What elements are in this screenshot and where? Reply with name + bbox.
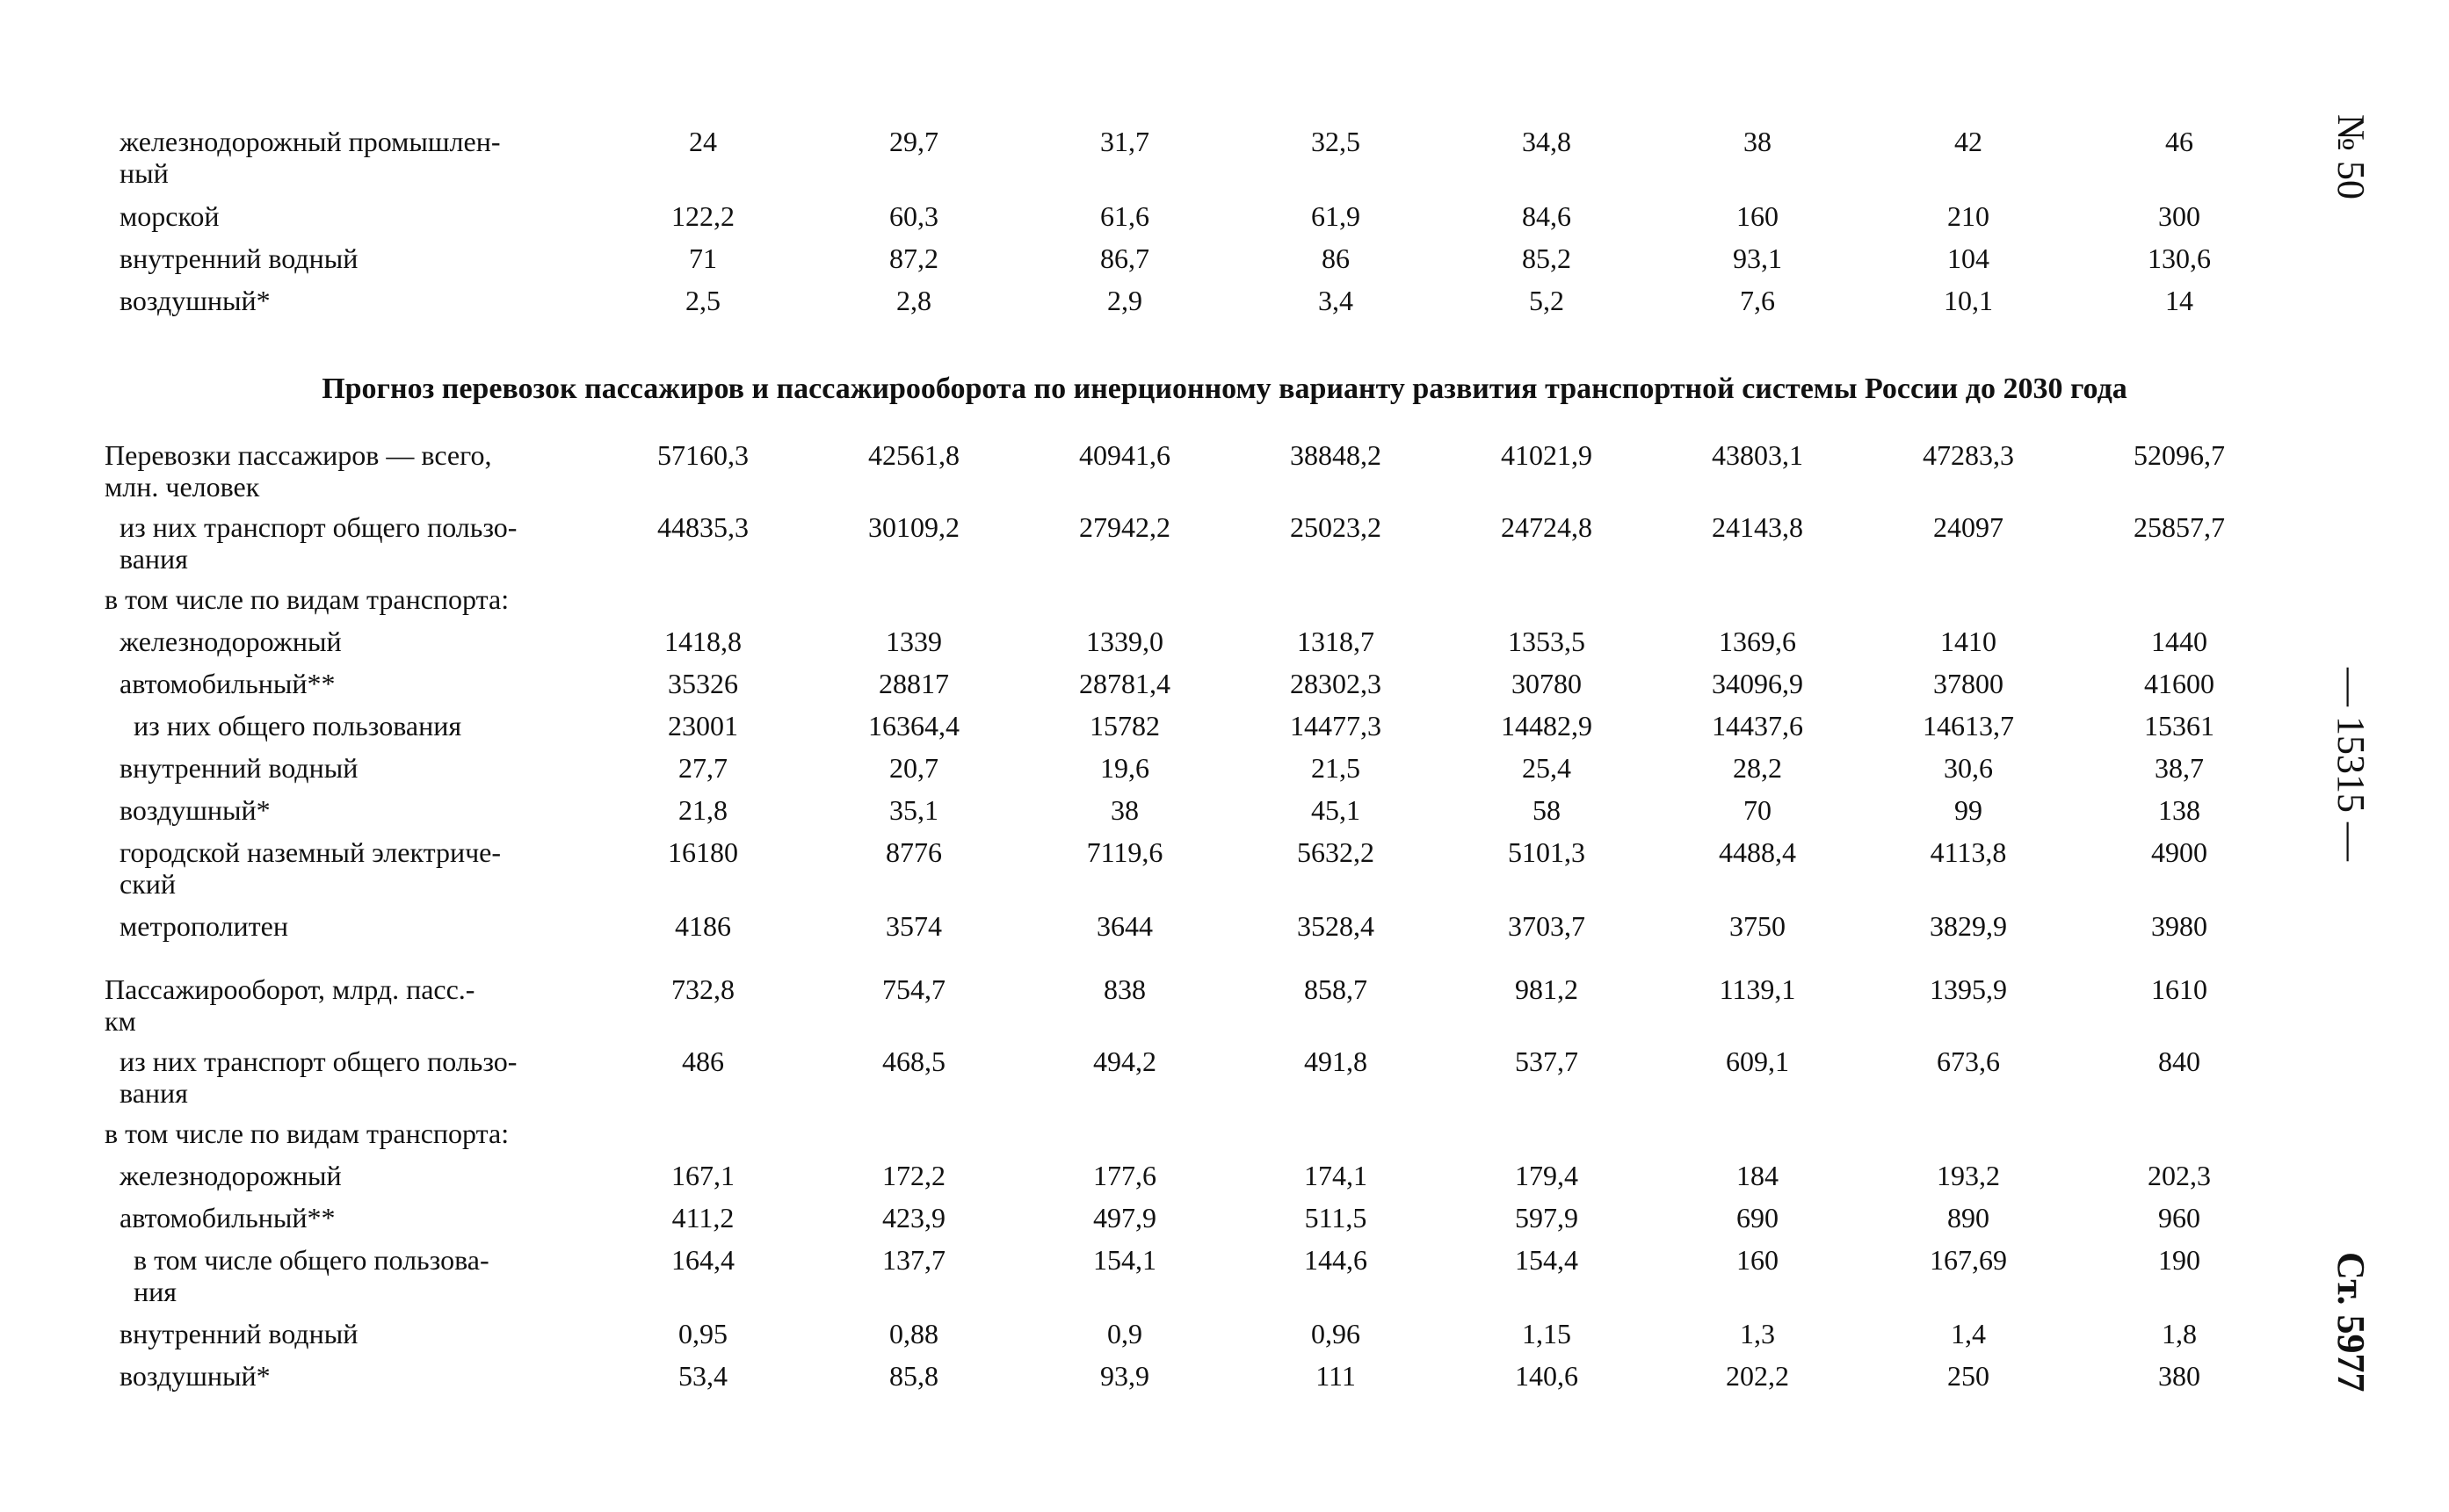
value-cell: 30109,2 (868, 511, 960, 543)
row-label: из них общего пользования (134, 710, 462, 742)
value-cell: 57160,3 (657, 439, 749, 471)
value-cell: 44835,3 (657, 511, 749, 543)
value-cell: 53,4 (678, 1360, 728, 1392)
value-cell: 179,4 (1515, 1160, 1578, 1191)
row-label: внутренний водный (120, 1318, 359, 1349)
value-cell: 28817 (879, 668, 949, 699)
value-cell: 85,2 (1522, 242, 1571, 274)
value-cell: 960 (2158, 1202, 2200, 1233)
value-cell: 71 (689, 242, 717, 274)
value-cell: 15782 (1090, 710, 1160, 742)
value-cell: 14482,9 (1501, 710, 1592, 742)
row-label: метрополитен (120, 910, 288, 942)
row-label: железнодорожный (120, 626, 342, 657)
value-cell: 45,1 (1311, 794, 1360, 826)
value-cell: 137,7 (882, 1244, 946, 1276)
value-cell: 1339 (886, 626, 942, 657)
value-cell: 130,6 (2148, 242, 2211, 274)
value-cell: 61,6 (1100, 200, 1149, 232)
value-cell: 32,5 (1311, 126, 1360, 157)
value-cell: 1318,7 (1297, 626, 1374, 657)
value-cell: 981,2 (1515, 973, 1578, 1005)
value-cell: 167,1 (671, 1160, 735, 1191)
value-cell: 24 (689, 126, 717, 157)
value-cell: 42561,8 (868, 439, 960, 471)
value-cell: 60,3 (889, 200, 938, 232)
value-cell: 494,2 (1093, 1045, 1156, 1077)
value-cell: 38 (1111, 794, 1139, 826)
value-cell: 2,5 (685, 285, 721, 316)
value-cell: 27,7 (678, 752, 728, 784)
value-cell: 93,9 (1100, 1360, 1149, 1392)
value-cell: 1410 (1940, 626, 1996, 657)
value-cell: 7,6 (1740, 285, 1775, 316)
value-cell: 2,9 (1107, 285, 1142, 316)
value-cell: 3528,4 (1297, 910, 1374, 942)
value-cell: 0,88 (889, 1318, 938, 1349)
value-cell: 41021,9 (1501, 439, 1592, 471)
value-cell: 609,1 (1726, 1045, 1789, 1077)
value-cell: 122,2 (671, 200, 735, 232)
value-cell: 3574 (886, 910, 942, 942)
value-cell: 35,1 (889, 794, 938, 826)
value-cell: 491,8 (1304, 1045, 1367, 1077)
value-cell: 40941,6 (1079, 439, 1170, 471)
value-cell: 25,4 (1522, 752, 1571, 784)
value-cell: 172,2 (882, 1160, 946, 1191)
value-cell: 28781,4 (1079, 668, 1170, 699)
value-cell: 154,4 (1515, 1244, 1578, 1276)
value-cell: 14477,3 (1290, 710, 1381, 742)
value-cell: 24097 (1933, 511, 2003, 543)
value-cell: 93,1 (1733, 242, 1782, 274)
value-cell: 70 (1743, 794, 1772, 826)
value-cell: 34,8 (1522, 126, 1571, 157)
value-cell: 85,8 (889, 1360, 938, 1392)
value-cell: 1,8 (2162, 1318, 2197, 1349)
value-cell: 31,7 (1100, 126, 1149, 157)
value-cell: 0,96 (1311, 1318, 1360, 1349)
value-cell: 537,7 (1515, 1045, 1578, 1077)
row-label: воздушный* (120, 285, 271, 316)
value-cell: 20,7 (889, 752, 938, 784)
value-cell: 86 (1322, 242, 1350, 274)
value-cell: 10,1 (1944, 285, 1993, 316)
value-cell: 25857,7 (2134, 511, 2225, 543)
value-cell: 754,7 (882, 973, 946, 1005)
value-cell: 673,6 (1937, 1045, 2000, 1077)
row-label: автомобильный** (120, 668, 336, 699)
value-cell: 111 (1315, 1360, 1356, 1392)
value-cell: 300 (2158, 200, 2200, 232)
value-cell: 167,69 (1930, 1244, 2007, 1276)
value-cell: 1440 (2151, 626, 2207, 657)
value-cell: 3644 (1097, 910, 1153, 942)
value-cell: 4488,4 (1719, 836, 1796, 868)
value-cell: 154,1 (1093, 1244, 1156, 1276)
document-number: — 15315 — (2329, 668, 2373, 861)
value-cell: 468,5 (882, 1045, 946, 1077)
value-cell: 5,2 (1529, 285, 1564, 316)
value-cell: 4186 (675, 910, 731, 942)
value-cell: 16180 (668, 836, 738, 868)
row-label: Пассажирооборот, млрд. пасс.- км (105, 973, 475, 1037)
value-cell: 43803,1 (1712, 439, 1803, 471)
page-number: Ст. 5977 (2329, 1252, 2373, 1393)
value-cell: 160 (1736, 1244, 1779, 1276)
value-cell: 16364,4 (868, 710, 960, 742)
value-cell: 4900 (2151, 836, 2207, 868)
value-cell: 3,4 (1318, 285, 1353, 316)
value-cell: 29,7 (889, 126, 938, 157)
issue-number: № 50 (2329, 114, 2373, 199)
value-cell: 732,8 (671, 973, 735, 1005)
value-cell: 1353,5 (1508, 626, 1585, 657)
value-cell: 0,9 (1107, 1318, 1142, 1349)
value-cell: 104 (1947, 242, 1989, 274)
value-cell: 3829,9 (1930, 910, 2007, 942)
value-cell: 38848,2 (1290, 439, 1381, 471)
row-label: воздушный* (120, 794, 271, 826)
row-label: автомобильный** (120, 1202, 336, 1233)
value-cell: 1139,1 (1719, 973, 1796, 1005)
value-cell: 87,2 (889, 242, 938, 274)
value-cell: 174,1 (1304, 1160, 1367, 1191)
value-cell: 14613,7 (1923, 710, 2014, 742)
row-label: Перевозки пассажиров — всего, млн. человек (105, 439, 492, 503)
value-cell: 193,2 (1937, 1160, 2000, 1191)
value-cell: 38 (1743, 126, 1772, 157)
table-title: Прогноз перевозок пассажиров и пассажирооборота по инерционному варианту развития транспортной системы России до 2030 года (322, 373, 2127, 405)
value-cell: 1,4 (1951, 1318, 1986, 1349)
value-cell: 21,5 (1311, 752, 1360, 784)
row-label: внутренний водный (120, 242, 359, 274)
value-cell: 0,95 (678, 1318, 728, 1349)
value-cell: 28,2 (1733, 752, 1782, 784)
value-cell: 3703,7 (1508, 910, 1585, 942)
value-cell: 5632,2 (1297, 836, 1374, 868)
value-cell: 838 (1104, 973, 1146, 1005)
value-cell: 34096,9 (1712, 668, 1803, 699)
value-cell: 140,6 (1515, 1360, 1578, 1392)
value-cell: 35326 (668, 668, 738, 699)
value-cell: 890 (1947, 1202, 1989, 1233)
value-cell: 58 (1532, 794, 1561, 826)
value-cell: 202,2 (1726, 1360, 1789, 1392)
value-cell: 144,6 (1304, 1244, 1367, 1276)
row-label: в том числе общего пользова- ния (134, 1244, 489, 1307)
value-cell: 41600 (2144, 668, 2214, 699)
value-cell: 190 (2158, 1244, 2200, 1276)
row-label: в том числе по видам транспорта: (105, 1118, 510, 1149)
value-cell: 61,9 (1311, 200, 1360, 232)
value-cell: 3750 (1729, 910, 1786, 942)
row-label: городской наземный электриче- ский (120, 836, 502, 900)
value-cell: 14 (2165, 285, 2193, 316)
row-label: железнодорожный промышлен- ный (120, 126, 501, 189)
value-cell: 47283,3 (1923, 439, 2014, 471)
value-cell: 24143,8 (1712, 511, 1803, 543)
row-label: морской (120, 200, 220, 232)
value-cell: 30,6 (1944, 752, 1993, 784)
value-cell: 42 (1954, 126, 1982, 157)
value-cell: 858,7 (1304, 973, 1367, 1005)
value-cell: 1339,0 (1086, 626, 1163, 657)
value-cell: 46 (2165, 126, 2193, 157)
value-cell: 184 (1736, 1160, 1779, 1191)
value-cell: 486 (682, 1045, 724, 1077)
value-cell: 15361 (2144, 710, 2214, 742)
value-cell: 250 (1947, 1360, 1989, 1392)
row-label: внутренний водный (120, 752, 359, 784)
value-cell: 4113,8 (1930, 836, 2007, 868)
value-cell: 210 (1947, 200, 1989, 232)
value-cell: 3980 (2151, 910, 2207, 942)
value-cell: 14437,6 (1712, 710, 1803, 742)
value-cell: 24724,8 (1501, 511, 1592, 543)
row-label: из них транспорт общего пользо- вания (120, 1045, 518, 1109)
value-cell: 23001 (668, 710, 738, 742)
value-cell: 840 (2158, 1045, 2200, 1077)
value-cell: 7119,6 (1086, 836, 1163, 868)
value-cell: 19,6 (1100, 752, 1149, 784)
row-label: в том числе по видам транспорта: (105, 583, 510, 615)
value-cell: 1,15 (1522, 1318, 1571, 1349)
value-cell: 164,4 (671, 1244, 735, 1276)
value-cell: 497,9 (1093, 1202, 1156, 1233)
value-cell: 511,5 (1304, 1202, 1367, 1233)
value-cell: 30780 (1511, 668, 1582, 699)
value-cell: 380 (2158, 1360, 2200, 1392)
value-cell: 1369,6 (1719, 626, 1796, 657)
value-cell: 52096,7 (2134, 439, 2225, 471)
value-cell: 177,6 (1093, 1160, 1156, 1191)
value-cell: 597,9 (1515, 1202, 1578, 1233)
value-cell: 21,8 (678, 794, 728, 826)
row-label: из них транспорт общего пользо- вания (120, 511, 518, 575)
value-cell: 202,3 (2148, 1160, 2211, 1191)
value-cell: 38,7 (2155, 752, 2204, 784)
value-cell: 27942,2 (1079, 511, 1170, 543)
row-label: воздушный* (120, 1360, 271, 1392)
value-cell: 138 (2158, 794, 2200, 826)
value-cell: 86,7 (1100, 242, 1149, 274)
value-cell: 28302,3 (1290, 668, 1381, 699)
value-cell: 5101,3 (1508, 836, 1585, 868)
value-cell: 25023,2 (1290, 511, 1381, 543)
row-label: железнодорожный (120, 1160, 342, 1191)
value-cell: 84,6 (1522, 200, 1571, 232)
value-cell: 690 (1736, 1202, 1779, 1233)
value-cell: 411,2 (671, 1202, 735, 1233)
value-cell: 160 (1736, 200, 1779, 232)
value-cell: 423,9 (882, 1202, 946, 1233)
value-cell: 1610 (2151, 973, 2207, 1005)
value-cell: 2,8 (896, 285, 931, 316)
value-cell: 1395,9 (1930, 973, 2007, 1005)
value-cell: 37800 (1933, 668, 2003, 699)
value-cell: 8776 (886, 836, 942, 868)
value-cell: 1418,8 (664, 626, 742, 657)
value-cell: 1,3 (1740, 1318, 1775, 1349)
value-cell: 99 (1954, 794, 1982, 826)
